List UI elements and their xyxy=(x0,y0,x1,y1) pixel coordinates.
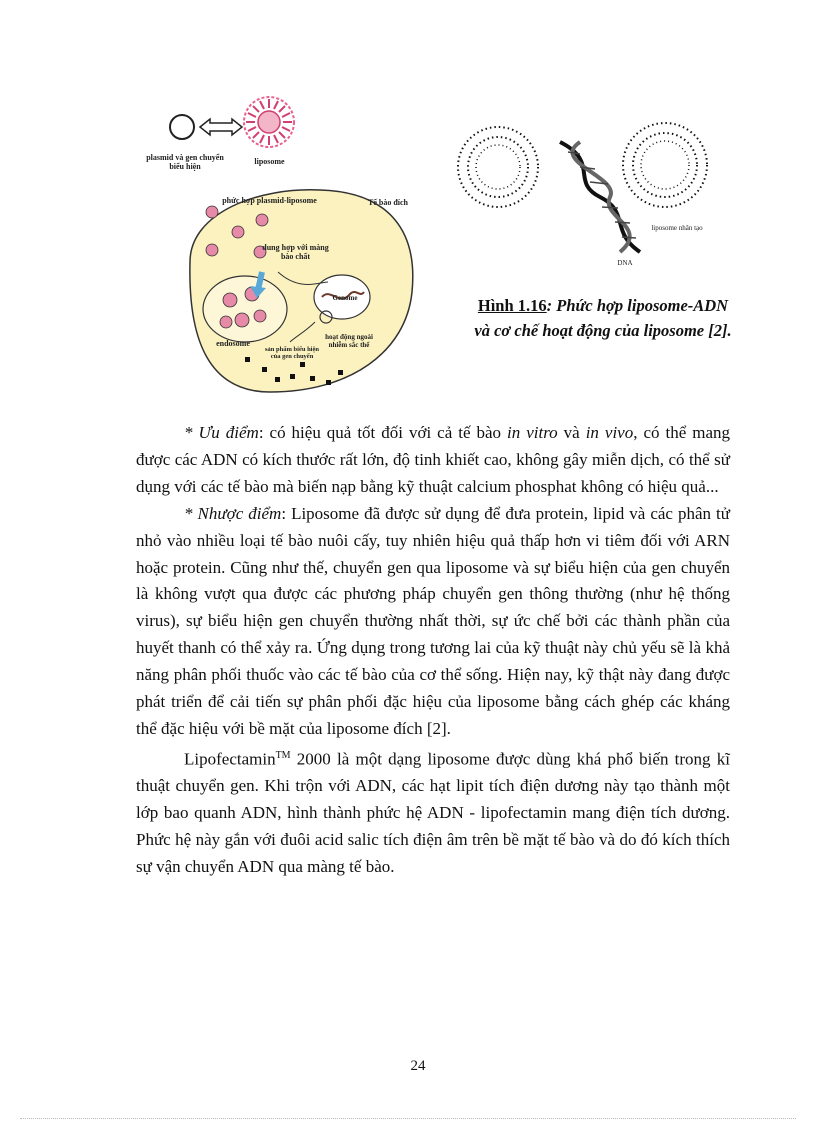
paragraph-disadvantages xyxy=(136,501,730,743)
lipofectamin-text: 2000 là một dạng liposome được dùng khá phổ biến trong kĩ thuật chuyển gen. Khi trộn với ADN, các hạt lipit tích điện dương này tạo thành một lớp bao quanh ADN, hình thành phức hệ ADN - lipofectamin mang điện tích dương. Phức hệ này gắn với đuôi acid salic tích điện âm trên bề mặt tế bào và do đó kích thích sự vận chuyển ADN qua màng tế bào. xyxy=(136,749,730,877)
liposome-sphere xyxy=(244,97,294,147)
figure-caption xyxy=(472,293,734,343)
and-text: và xyxy=(557,423,586,442)
label-liposome: liposome xyxy=(254,157,285,166)
liposome-dna-diagram xyxy=(450,122,730,272)
label-artificial-liposome: liposome nhân tạo xyxy=(651,224,703,232)
advantages-text-a: : có hiệu quả tốt đối với cả tế bào xyxy=(258,423,507,442)
plasmid-circle xyxy=(170,115,194,139)
trademark: TM xyxy=(275,749,291,761)
paragraph-lipofectamin xyxy=(136,743,730,881)
label-genome: Genome xyxy=(332,294,358,302)
label-complex: phức hợp plasmid-liposome xyxy=(222,196,317,205)
caption-number: Hình 1.16 xyxy=(477,296,547,315)
liposome-right xyxy=(623,123,707,207)
paragraph-advantages xyxy=(136,420,730,501)
page-number: 24 xyxy=(410,1058,426,1074)
advantages-text-b: , có thể mang được các ADN có kích thước rất lớn, độ tinh khiết cao, không gây miễn dịch, có thể sử dụng với các tế bào mà biến nạp bằng kỹ thuật calcium phosphat không có hiệu quả... xyxy=(136,423,731,496)
bottom-rule xyxy=(20,1118,796,1119)
label-product: sản phẩm biểu hiện của gen chuyển xyxy=(264,346,319,360)
endosome xyxy=(203,276,287,342)
caption-text: : Phức hợp liposome-ADN và cơ chế hoạt động của liposome [2]. xyxy=(474,296,732,340)
double-arrow-icon xyxy=(200,119,242,135)
label-target-cell: Tế bào đích xyxy=(367,198,408,207)
label-endosome: endosome xyxy=(216,339,250,348)
disadvantages-text: : Liposome đã được sử dụng để đưa protein, lipid và các phân tử nhỏ vào nhiều loại tế bào nuôi cấy, tuy nhiên hiệu quả thấp hơn vi tiêm đối với ARN hoặc protein. Cũng như thế, chuyển gen qua liposome và sự biểu hiện của gen chuyển là không vượt qua được các phương pháp chuyển gen thông thường (như hệ thống virus), sự biểu hiện gen chuyển thường nhất thời, sự ức chế bởi các thành phần của huyết thanh có thể xảy ra. Ứng dụng trong tương lai của kỹ thuật này chủ yếu sẽ là khả năng phân phối thuốc vào các tế bào của cơ thể sống. Hiện nay, kỹ thật này đang được phát triển để cải tiến sự phân phối đặc hiệu của liposome bằng cách ghép các kháng thể đặc hiệu với bề mặt của liposome đích [2]. xyxy=(136,503,730,738)
label-fusion: dung hợp với màng bào chất xyxy=(262,243,329,261)
advantages-label: * Ưu điểm xyxy=(184,423,259,442)
dna-helix xyxy=(560,142,640,252)
disadvantages-label: * Nhược điểm xyxy=(184,503,282,523)
label-extrachrom: hoạt động ngoài nhiễm sắc thể xyxy=(325,333,373,349)
liposome-left xyxy=(458,127,538,207)
label-dna: DNA xyxy=(617,259,633,267)
body-text xyxy=(136,420,730,881)
lipofectamin-name: Lipofectamin xyxy=(184,749,276,769)
in-vitro: in vitro xyxy=(507,423,558,442)
in-vivo: in vivo xyxy=(585,423,634,442)
label-plasmid: plasmid và gen chuyển biểu hiện xyxy=(146,153,224,171)
